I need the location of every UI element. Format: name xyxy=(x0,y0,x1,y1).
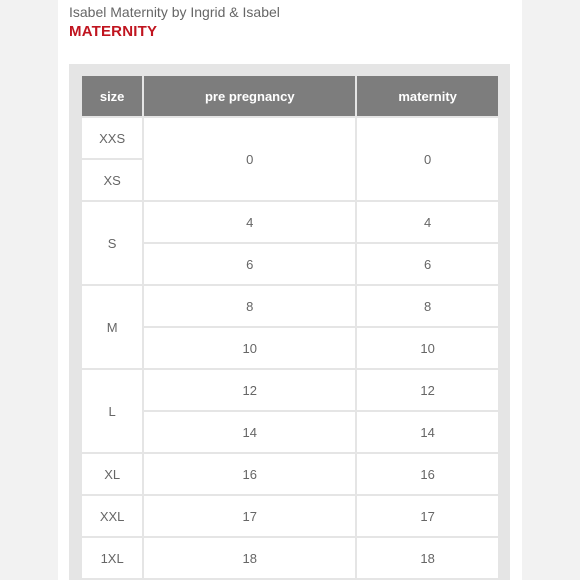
table-row xyxy=(82,286,498,326)
maternity-cell: 12 xyxy=(357,370,498,410)
pre-pregnancy-cell: 12 xyxy=(144,370,355,410)
pre-pregnancy-cell: 17 xyxy=(144,496,355,536)
header-pre-pregnancy: pre pregnancy xyxy=(144,76,355,116)
maternity-cell: 6 xyxy=(357,244,498,284)
maternity-cell: 4 xyxy=(357,202,498,242)
size-cell: XS xyxy=(82,160,142,200)
maternity-cell: 10 xyxy=(357,328,498,368)
pre-pregnancy-cell: 4 xyxy=(144,202,355,242)
size-cell: M xyxy=(82,286,142,368)
table-row xyxy=(82,538,498,578)
table-row xyxy=(82,118,498,158)
header-size: size xyxy=(82,76,142,116)
pre-pregnancy-cell: 0 xyxy=(144,118,355,200)
maternity-cell: 17 xyxy=(357,496,498,536)
pre-pregnancy-cell: 18 xyxy=(144,538,355,578)
table-row xyxy=(82,202,498,242)
brand-name[interactable]: Isabel Maternity by Ingrid & Isabel xyxy=(69,4,280,20)
maternity-cell: 8 xyxy=(357,286,498,326)
pre-pregnancy-cell: 8 xyxy=(144,286,355,326)
table-row xyxy=(82,244,498,284)
table-row xyxy=(82,454,498,494)
size-cell: 1XL xyxy=(82,538,142,578)
size-cell: S xyxy=(82,202,142,284)
pre-pregnancy-cell: 6 xyxy=(144,244,355,284)
table-row xyxy=(82,370,498,410)
size-chart-table xyxy=(80,74,500,580)
size-cell: XXL xyxy=(82,496,142,536)
size-cell: L xyxy=(82,370,142,452)
table-header-row xyxy=(82,76,498,116)
table-row xyxy=(82,496,498,536)
size-cell: XL xyxy=(82,454,142,494)
pre-pregnancy-cell: 10 xyxy=(144,328,355,368)
pre-pregnancy-cell: 14 xyxy=(144,412,355,452)
table-row xyxy=(82,328,498,368)
maternity-cell: 0 xyxy=(357,118,498,200)
maternity-cell: 18 xyxy=(357,538,498,578)
maternity-cell: 14 xyxy=(357,412,498,452)
table-row xyxy=(82,412,498,452)
category-title: MATERNITY xyxy=(69,23,158,40)
product-page xyxy=(58,0,522,580)
pre-pregnancy-cell: 16 xyxy=(144,454,355,494)
size-cell: XXS xyxy=(82,118,142,158)
header-maternity: maternity xyxy=(357,76,498,116)
maternity-cell: 16 xyxy=(357,454,498,494)
